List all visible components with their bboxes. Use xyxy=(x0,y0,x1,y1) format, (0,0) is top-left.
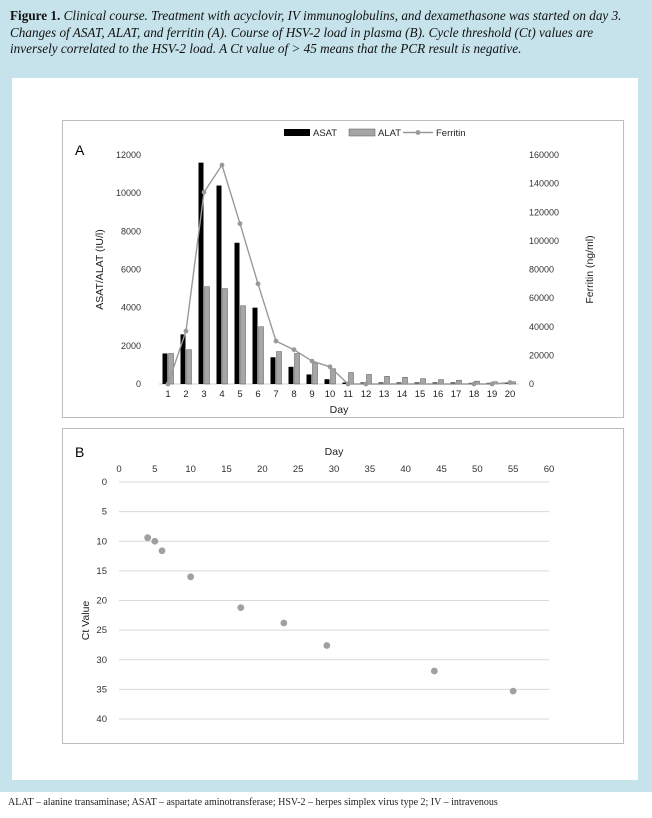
chart-a-y-tick-label: 8000 xyxy=(120,226,141,237)
chart-a-y2-tick-label: 40000 xyxy=(529,321,555,332)
chart-a-legend-swatch-asat xyxy=(284,129,310,136)
chart-a-x-tick-label: 11 xyxy=(343,389,353,400)
chart-b-point xyxy=(323,642,330,649)
chart-b-y-tick-label: 15 xyxy=(96,565,107,577)
chart-a-y2-tick-label: 20000 xyxy=(529,350,555,361)
figure-panel-area xyxy=(0,66,652,792)
chart-a-y-label: ASAT/ALAT (IU/l) xyxy=(94,229,106,310)
chart-a-x-tick-label: 18 xyxy=(468,389,480,400)
chart-a-x-tick-label: 8 xyxy=(291,389,297,400)
chart-a-bar-asat xyxy=(235,243,240,384)
chart-b-y-tick-label: 40 xyxy=(96,714,107,725)
chart-a-point-ferritin xyxy=(202,190,207,195)
chart-b-x-tick-label: 30 xyxy=(328,464,340,475)
chart-a-point-ferritin xyxy=(328,364,333,369)
chart-a-bar-asat xyxy=(325,379,330,384)
chart-a-x-tick-label: 9 xyxy=(309,389,315,400)
chart-b-y-tick-label: 30 xyxy=(96,654,107,666)
chart-a-bar-asat xyxy=(271,357,276,384)
chart-a xyxy=(62,120,624,418)
chart-b-x-label: Day xyxy=(324,446,344,458)
chart-a-point-ferritin xyxy=(490,382,495,387)
chart-a-bar-asat xyxy=(217,186,222,384)
chart-b-x-tick-label: 35 xyxy=(364,464,376,475)
chart-a-x-tick-label: 1 xyxy=(165,389,171,400)
chart-b-x-tick-label: 60 xyxy=(543,464,555,475)
chart-a-x-tick-label: 12 xyxy=(360,389,372,400)
chart-b-point xyxy=(159,547,166,554)
chart-b-x-tick-label: 40 xyxy=(400,464,411,475)
chart-b-y-tick-label: 20 xyxy=(96,595,107,607)
chart-a-point-ferritin xyxy=(238,221,243,226)
chart-b-point xyxy=(187,573,194,580)
chart-a-y-tick-label: 6000 xyxy=(120,264,141,275)
chart-a-y-tick-label: 10000 xyxy=(115,188,141,199)
chart-a-point-ferritin xyxy=(310,359,315,364)
chart-a-x-tick-label: 20 xyxy=(504,389,516,400)
chart-b xyxy=(62,428,624,744)
chart-b-y-tick-label: 0 xyxy=(101,477,107,488)
chart-a-bar-alat xyxy=(403,377,408,384)
chart-a-y2-tick-label: 100000 xyxy=(529,235,560,246)
chart-a-y2-tick-label: 160000 xyxy=(529,150,560,160)
footnote: ALAT – alanine transaminase; ASAT – aspartate aminotransferase; HSV-2 – herpes simplex virus type 2; IV – intravenous xyxy=(8,797,498,808)
chart-a-bar-asat xyxy=(163,353,168,384)
chart-b-x-tick-label: 55 xyxy=(507,464,519,475)
chart-b-point xyxy=(151,538,158,545)
chart-a-bar-asat xyxy=(289,367,294,384)
chart-a-x-tick-label: 13 xyxy=(378,389,390,400)
chart-a-y-tick-label: 4000 xyxy=(120,302,141,313)
figure-inner xyxy=(12,78,638,780)
chart-b-y-tick-label: 25 xyxy=(96,625,107,637)
chart-a-point-ferritin xyxy=(274,339,279,344)
chart-a-legend-swatch-alat xyxy=(349,129,375,136)
chart-b-x-tick-label: 20 xyxy=(257,464,268,475)
chart-b-x-tick-label: 15 xyxy=(221,464,232,475)
chart-a-point-ferritin xyxy=(292,347,297,352)
chart-a-point-ferritin xyxy=(508,380,513,385)
chart-b-y-tick-label: 35 xyxy=(96,684,107,696)
chart-b-x-tick-label: 5 xyxy=(152,464,158,475)
chart-a-x-tick-label: 10 xyxy=(324,389,336,400)
chart-b-point xyxy=(237,604,244,611)
chart-b-x-tick-label: 45 xyxy=(436,464,447,475)
chart-a-x-tick-label: 4 xyxy=(219,389,225,400)
chart-a-bar-alat xyxy=(277,352,282,384)
chart-b-point xyxy=(431,668,438,675)
chart-a-point-ferritin xyxy=(346,382,351,387)
chart-a-bar-alat xyxy=(223,289,228,384)
chart-b-svg xyxy=(63,429,623,743)
figure-caption xyxy=(0,0,652,66)
chart-a-x-tick-label: 2 xyxy=(183,389,189,400)
chart-a-bar-alat xyxy=(259,327,264,384)
chart-a-legend-label-ferritin: Ferritin xyxy=(436,128,466,139)
chart-a-point-ferritin xyxy=(364,382,369,387)
chart-a-x-tick-label: 7 xyxy=(273,389,279,400)
chart-a-x-tick-label: 17 xyxy=(450,389,462,400)
chart-a-legend-marker-ferritin xyxy=(416,130,421,135)
chart-a-y-tick-label: 2000 xyxy=(120,340,141,351)
chart-a-x-tick-label: 14 xyxy=(396,389,408,400)
chart-a-y2-tick-label: 0 xyxy=(529,379,535,389)
chart-a-bar-asat xyxy=(307,374,312,384)
chart-b-x-tick-label: 50 xyxy=(472,464,483,475)
chart-a-y2-label: Ferritin (ng/ml) xyxy=(584,235,596,304)
chart-a-bar-alat xyxy=(385,376,390,384)
chart-b-x-tick-label: 0 xyxy=(116,464,122,475)
chart-a-y2-tick-label: 80000 xyxy=(529,264,555,275)
chart-a-bar-alat xyxy=(205,287,210,384)
chart-a-y2-tick-label: 140000 xyxy=(529,178,560,189)
chart-b-y-label: Ct Value xyxy=(80,600,92,641)
chart-b-point xyxy=(510,688,517,695)
chart-a-x-tick-label: 19 xyxy=(486,389,498,400)
chart-a-y2-tick-label: 60000 xyxy=(529,293,555,304)
chart-a-x-tick-label: 16 xyxy=(432,389,444,400)
chart-a-y-tick-label: 12000 xyxy=(115,150,141,160)
chart-a-bar-asat xyxy=(199,163,204,384)
chart-a-panel-label: A xyxy=(75,142,85,158)
chart-a-x-label: Day xyxy=(329,404,349,416)
chart-a-x-tick-label: 3 xyxy=(201,389,207,400)
caption-label: Figure 1. xyxy=(10,8,61,23)
chart-a-point-ferritin xyxy=(472,382,477,387)
chart-a-svg xyxy=(63,121,623,417)
chart-a-x-tick-label: 15 xyxy=(414,389,426,400)
chart-a-bar-alat xyxy=(313,363,318,384)
chart-a-point-ferritin xyxy=(256,281,261,286)
chart-b-panel-label: B xyxy=(75,444,85,460)
chart-a-point-ferritin xyxy=(220,163,225,168)
chart-b-y-tick-label: 5 xyxy=(101,506,107,518)
chart-b-x-tick-label: 10 xyxy=(185,464,196,475)
chart-b-point xyxy=(144,534,151,541)
chart-a-x-tick-label: 5 xyxy=(237,389,243,400)
chart-a-bar-alat xyxy=(187,350,192,384)
caption-text: Clinical course. Treatment with acyclovir, IV immunoglobulins, and dexamethasone was started on day 3. Changes of ASAT, ALAT, and ferritin (A). Course of HSV-2 load in plasma (B). Cycle threshold (Ct) values are inversely correlated to the HSV-2 load. A Ct value of > 45 means that the PCR result is negative. xyxy=(10,8,622,56)
chart-a-legend-label-alat: ALAT xyxy=(378,128,402,139)
chart-a-point-ferritin xyxy=(166,382,171,387)
chart-a-y2-tick-label: 120000 xyxy=(529,207,560,218)
chart-a-bar-alat xyxy=(241,306,246,384)
chart-b-point xyxy=(280,620,287,627)
chart-a-x-tick-label: 6 xyxy=(255,389,261,400)
chart-a-bar-alat xyxy=(295,353,300,384)
chart-a-bar-asat xyxy=(253,308,258,384)
chart-a-point-ferritin xyxy=(184,329,189,334)
chart-a-y-tick-label: 0 xyxy=(135,379,141,389)
chart-a-bar-alat xyxy=(421,379,426,384)
chart-b-y-tick-label: 10 xyxy=(96,536,107,548)
chart-a-legend-label-asat: ASAT xyxy=(313,128,338,139)
chart-b-x-tick-label: 25 xyxy=(292,464,304,475)
